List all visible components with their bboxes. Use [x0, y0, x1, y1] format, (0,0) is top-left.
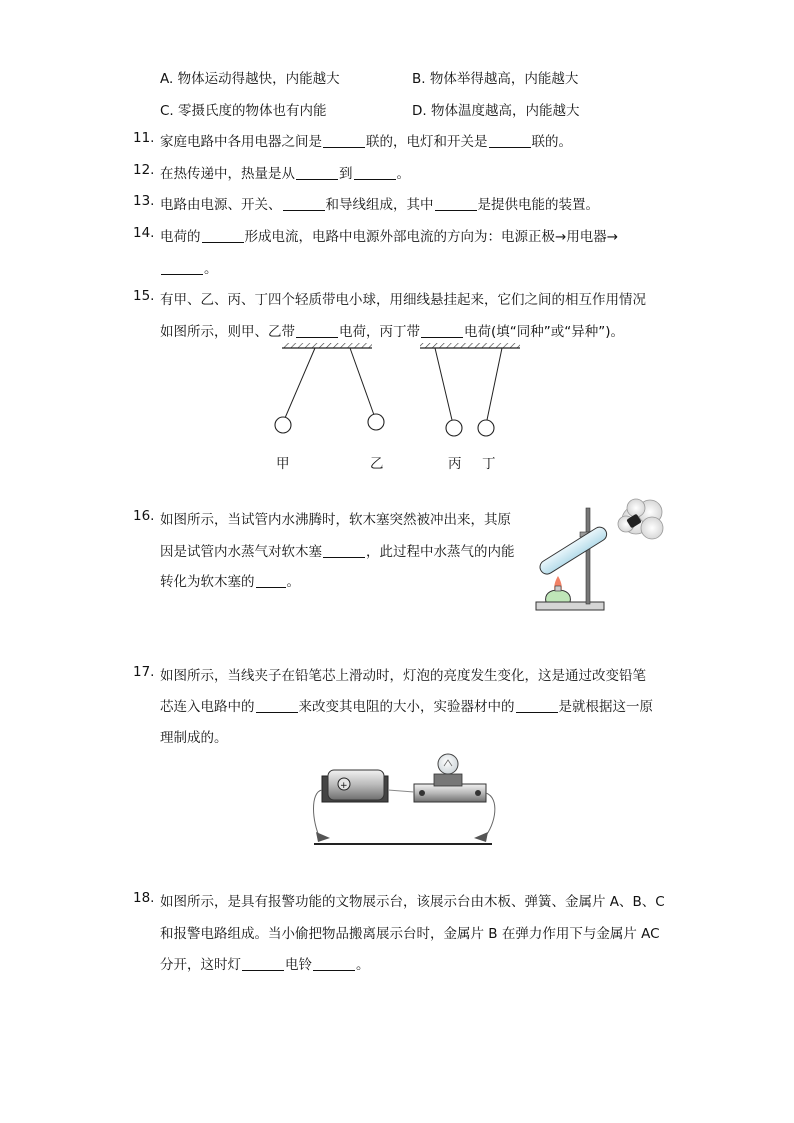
label-ding: 丁 [482, 456, 496, 472]
wire-middle [388, 790, 414, 792]
question-12: 在热传递中，热量是从 到 。 [160, 166, 410, 182]
bulb-icon [438, 754, 458, 774]
steam-cloud [618, 499, 663, 539]
question-16-line3: 转化为软木塞的 。 [160, 574, 300, 590]
ball-ding [478, 420, 494, 436]
thread-jia [285, 348, 315, 418]
ball-yi [368, 414, 384, 430]
question-14-cont: 。 [160, 257, 218, 277]
answer-blank[interactable] [296, 167, 338, 180]
answer-blank[interactable] [489, 135, 531, 148]
answer-blank[interactable] [256, 700, 298, 713]
label-bing: 丙 [448, 456, 462, 472]
svg-text:+: + [340, 781, 348, 791]
test-tube [537, 525, 609, 577]
answer-blank[interactable] [323, 135, 365, 148]
option-d: D. 物体温度越高，内能越大 [412, 103, 580, 119]
alcohol-lamp [546, 590, 571, 602]
label-jia: 甲 [276, 456, 290, 472]
thread-bing [435, 348, 452, 420]
question-16-line2: 因是试管内水蒸气对软木塞 ，此过程中水蒸气的内能 [160, 544, 515, 560]
charged-balls-figure [270, 340, 540, 475]
answer-blank[interactable] [283, 198, 325, 211]
stand-base [536, 602, 604, 610]
answer-blank[interactable] [421, 325, 463, 338]
question-18-line2: 和报警电路组成。当小偷把物品搬离展示台时，金属片 B 在弹力作用下与金属片 AC [160, 926, 660, 942]
question-number: 11. [133, 130, 155, 146]
option-a: A. 物体运动得越快，内能越大 [160, 71, 340, 87]
option-b: B. 物体举得越高，内能越大 [412, 71, 579, 87]
answer-blank[interactable] [516, 700, 558, 713]
answer-blank[interactable] [242, 958, 284, 971]
question-number: 14. [133, 225, 155, 241]
question-number: 16. [133, 508, 155, 524]
question-14: 电荷的 形成电流，电路中电源外部电流的方向为：电源正极→用电器→ [160, 229, 619, 245]
test-tube-figure [528, 490, 668, 620]
question-number: 12. [133, 162, 155, 178]
question-11: 家庭电路中各用电器之间是 联的，电灯和开关是 联的。 [160, 134, 572, 150]
right-ceiling [420, 343, 520, 348]
question-17-line3: 理制成的。 [160, 730, 228, 746]
answer-blank[interactable] [435, 198, 477, 211]
question-number: 15. [133, 288, 155, 304]
battery-icon [328, 770, 384, 800]
question-number-17: 17. [133, 664, 155, 680]
answer-blank[interactable] [354, 167, 396, 180]
thread-ding [487, 348, 502, 420]
question-15-line1: 有甲、乙、丙、丁四个轻质带电小球，用细线悬挂起来，它们之间的相互作用情况 [160, 292, 646, 308]
option-c: C. 零摄氏度的物体也有内能 [160, 103, 327, 119]
question-17-line1: 如图所示，当线夹子在铅笔芯上滑动时，灯泡的亮度发生变化，这是通过改变铅笔 [160, 668, 646, 684]
question-number: 18. [133, 890, 155, 906]
clip-left [316, 832, 330, 842]
question-17-line2: 芯连入电路中的 来改变其电阻的大小，实验器材中的 是就根据这一原 [160, 699, 653, 715]
pencil-circuit-figure [308, 752, 498, 852]
question-15-line2: 如图所示，则甲、乙带 电荷，丙丁带 电荷(填“同种”或“异种”)。 [160, 324, 625, 340]
clip-right [474, 832, 488, 842]
question-18-line3: 分开，这时灯 电铃 。 [160, 957, 370, 973]
answer-blank[interactable] [313, 958, 355, 971]
stand-pole [586, 508, 590, 604]
ball-bing [446, 420, 462, 436]
wire-left [314, 790, 323, 838]
answer-blank[interactable] [296, 325, 338, 338]
answer-blank[interactable] [256, 575, 286, 588]
question-18-line1: 如图所示，是具有报警功能的文物展示台，该展示台由木板、弹簧、金属片 A、B、C [160, 894, 665, 910]
answer-blank[interactable] [323, 545, 365, 558]
question-13: 电路由电源、开关、 和导线组成，其中 是提供电能的装置。 [160, 197, 599, 213]
question-16-line1: 如图所示，当试管内水沸腾时，软木塞突然被冲出来，其原 [160, 512, 511, 528]
left-ceiling [282, 343, 372, 348]
question-number: 13. [133, 193, 155, 209]
answer-blank[interactable] [202, 230, 244, 243]
ball-jia [275, 417, 291, 433]
answer-blank[interactable] [161, 262, 203, 275]
label-yi: 乙 [370, 456, 384, 472]
thread-yi [350, 348, 374, 415]
